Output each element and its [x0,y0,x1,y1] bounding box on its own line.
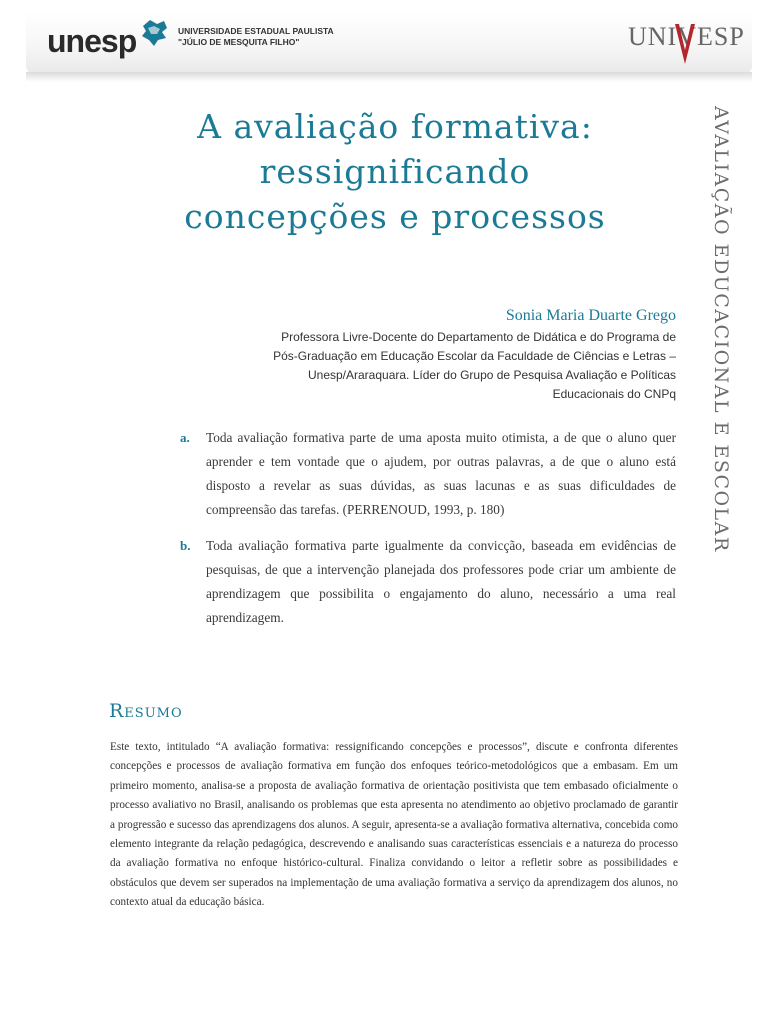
univesp-v-icon [674,20,696,68]
header-shadow [26,72,752,82]
title-line-2: ressignificando [259,152,531,191]
epigraph-item-b [180,534,676,630]
university-name-line1: UNIVERSIDADE ESTADUAL PAULISTA [178,26,334,36]
author-affiliation: Professora Livre-Docente do Departamento de Didática e do Programa de Pós-Graduação em Educação Escolar da Faculdade de Ciências e Letras – Unesp/Araraquara. Líder do Grupo de Pesquisa Avaliação e Políticas Educacionais do CNPq [273,330,676,401]
epigraph-text: Toda avaliação formativa parte de uma aposta muito otimista, a de que o aluno quer aprender e tem vontade que o ajudem, por outras palavras, a de que o aluno está disposto a revelar as suas dúvidas, as suas lacunas e as suas dificuldades de compreensão das tarefas. (PERRENOUD, 1993, p. 180) [206,430,676,517]
epigraph-letter: a. [180,430,190,445]
university-name [178,26,334,48]
side-series-title: AVALIAÇÃO EDUCACIONAL E ESCOLAR [710,106,732,553]
unesp-mark-icon [140,18,170,48]
title-line-1: A avaliação formativa: [197,107,593,146]
university-name-line2: "JÚLIO DE MESQUITA FILHO" [178,37,300,47]
article-title [80,104,710,239]
univesp-logo: UNIVESP [628,22,745,51]
resumo-text: Este texto, intitulado “A avaliação formativa: ressignificando concepções e processos”, discute e confronta diferentes concepções e processos de avaliação formativa em função dos enfoques teórico-metodológicos que a embasam. Em um primeiro momento, analisa-se a proposta de avaliação formativa de orientação positivista que tem embasado oficialmente o processo avaliativo no Brasil, analisando os problemas que esta apresenta no atendimento ao objetivo proclamado de garantir a progressão e sucesso das aprendizagens dos alunos. A seguir, apresenta-se a avaliação formativa alternativa, concebida como elemento integrante da relação pedagógica, descrevendo e analisando suas características essenciais e a natureza do processo da avaliação formativa no enfoque histórico-cultural. Finaliza convidando o leitor a refletir sobre as possibilidades e obstáculos que devem ser superados na implementação de uma avaliação formativa a serviço da aprendizagem dos alunos, no contexto atual da educação básica. [110,741,678,909]
epigraph-letter: b. [180,538,191,553]
title-line-3: concepções e processos [184,197,606,236]
author-name: Sonia Maria Duarte Grego [505,307,676,324]
epigraph-list [180,426,676,642]
unesp-logo: unesp [47,23,137,59]
epigraph-text: Toda avaliação formativa parte igualmente da convicção, baseada em evidências de pesquisas, de que a intervenção planejada dos professores pode criar um ambiente de aprendizagem que possibilita o engajamento do aluno, necessário a uma real aprendizagem. [206,538,676,625]
resumo-heading: Resumo [109,700,183,722]
epigraph-item-a [180,426,676,522]
